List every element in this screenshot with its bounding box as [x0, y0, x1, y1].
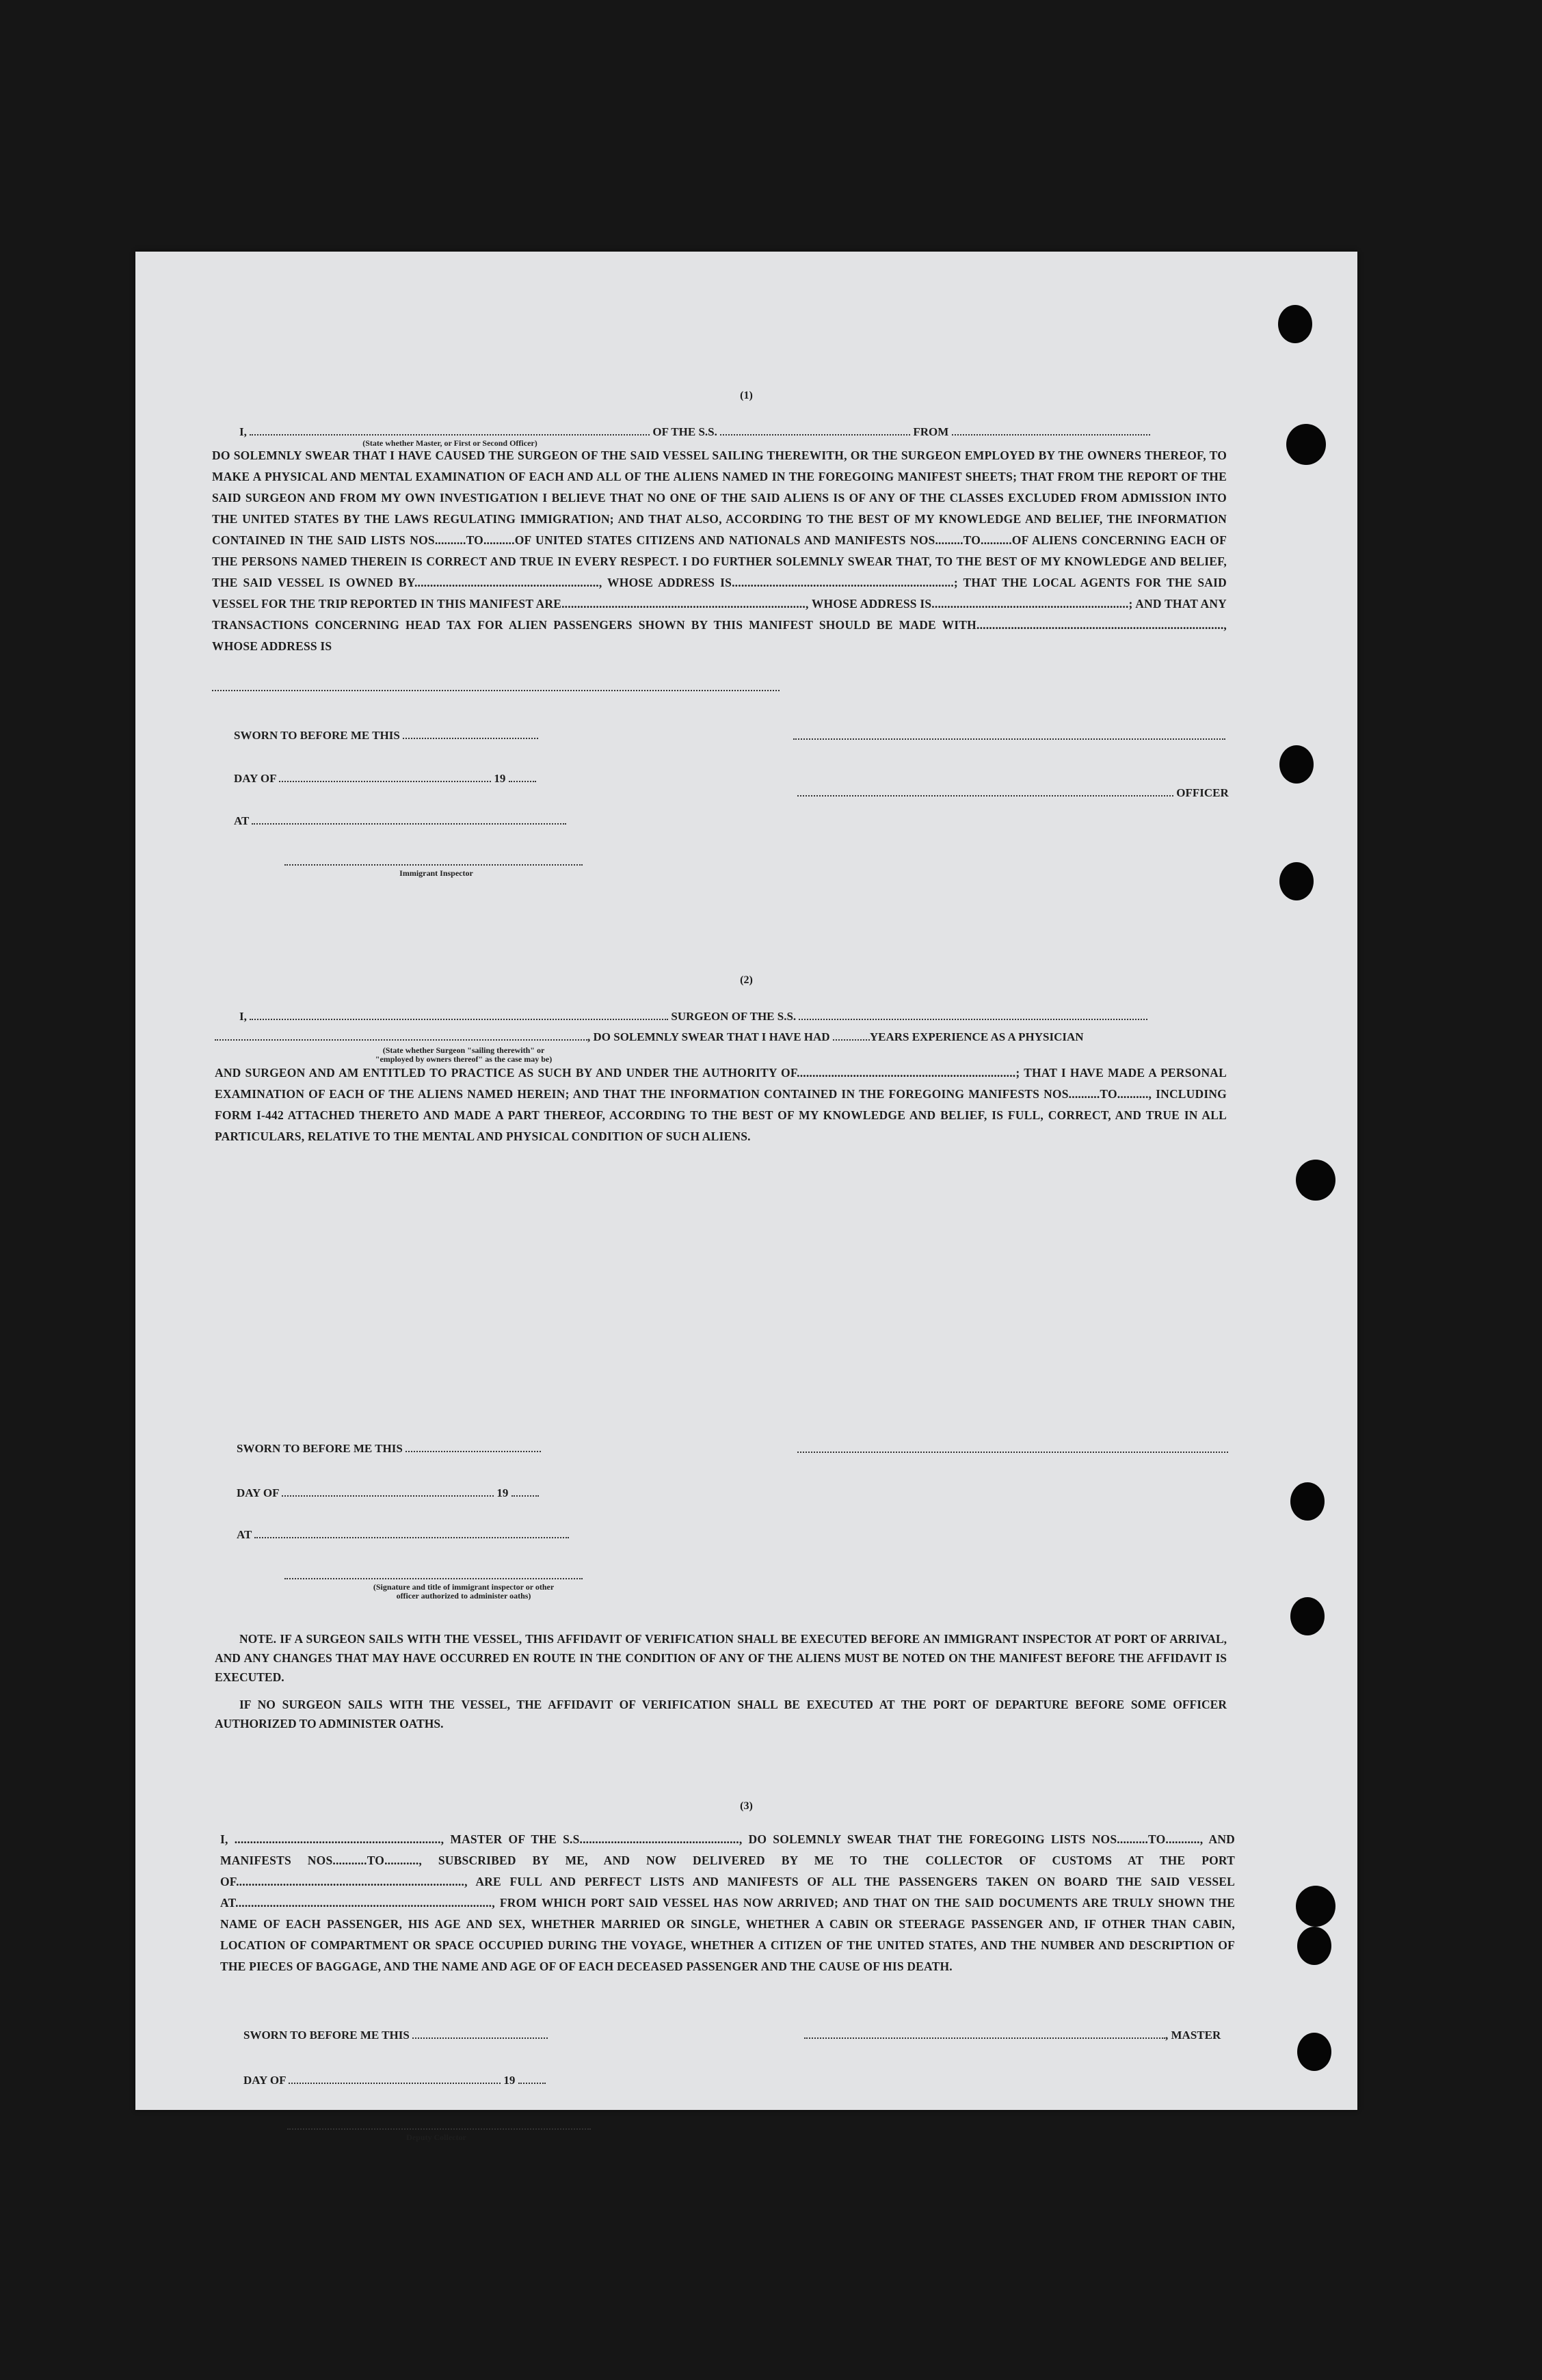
section-1-signature-line [793, 738, 1225, 740]
inspector-caption: Immigrant Inspector [399, 868, 473, 878]
section-2-number: (2) [740, 974, 753, 986]
punch-hole [1290, 1482, 1325, 1521]
section-2-first-line: I, SURGEON OF THE S.S. [239, 1009, 1227, 1024]
section-3-day-line: DAY OF 19 [243, 2073, 546, 2087]
punch-hole [1296, 1886, 1335, 1927]
punch-hole [1297, 1927, 1331, 1965]
surgeon-note [215, 1629, 1227, 1741]
punch-hole [1286, 424, 1326, 465]
section-1-first-line: I, OF THE S.S. FROM [239, 425, 1227, 439]
section-2-oath-text: AND SURGEON AND AM ENTITLED TO PRACTICE AS SUCH BY AND UNDER THE AUTHORITY OF......................................................................; THAT I HAVE MADE A PERSONAL EXAMINATION OF EACH OF THE ALIENS NAMED HEREIN; AND THAT THE INFORMATION CONTAINED IN THE FOREGOING MANIFESTS NOS..........TO.........., INCLUDING FORM I-442 ATTACHED THERETO AND MADE A PART THEREOF, ACCORDING TO THE BEST OF MY KNOWLEDGE AND BELIEF, IS FULL, CORRECT, AND TRUE IN ALL PARTICULARS, RELATIVE TO THE MENTAL AND PHYSICAL CONDITION OF SUCH ALIENS. [215, 1066, 1227, 1143]
section-1-at-line: AT [234, 814, 566, 828]
note-paragraph-1: NOTE. IF A SURGEON SAILS WITH THE VESSEL, THIS AFFIDAVIT OF VERIFICATION SHALL BE EXECUTED BEFORE AN IMMIGRANT INSPECTOR AT PORT OF ARRIVAL, AND ANY CHANGES THAT MAY HAVE OCCURRED EN ROUTE IN THE CONDITION OF ANY OF THE ALIENS MUST BE NOTED ON THE MANIFEST BEFORE THE AFFIDAVIT IS EXECUTED. [215, 1632, 1227, 1684]
note-paragraph-2: IF NO SURGEON SAILS WITH THE VESSEL, THE AFFIDAVIT OF VERIFICATION SHALL BE EXECUTED AT THE PORT OF DEPARTURE BEFORE SOME OFFICER AUTHORIZED TO ADMINISTER OATHS. [215, 1698, 1227, 1730]
section-2-signature-line [797, 1452, 1228, 1453]
section-1-day-line: DAY OF 19 [234, 771, 536, 786]
punch-hole [1278, 305, 1312, 343]
section-2-second-line: , DO SOLEMNLY SWEAR THAT I HAVE HAD YEARS EXPERIENCE AS A PHYSICIAN [215, 1030, 1084, 1044]
section-2-day-line: DAY OF 19 [237, 1486, 539, 1500]
section-1-officer-line: OFFICER [797, 786, 1229, 800]
punch-hole [1290, 1597, 1325, 1635]
punch-hole [1279, 745, 1314, 784]
section-3-sworn-line: SWORN TO BEFORE ME THIS [243, 2028, 548, 2042]
surgeon-caption: (State whether Surgeon "sailing therewith" or "employed by owners thereof" as the case may be) [375, 1045, 553, 1064]
section-1-sworn-line: SWORN TO BEFORE ME THIS [234, 728, 538, 743]
punch-hole [1297, 2033, 1331, 2071]
section-2-at-line: AT [237, 1527, 569, 1542]
master-caption: (State whether Master, or First or Second Officer) [362, 438, 537, 448]
inspector-signature-caption: (Signature and title of immigrant inspector or other officer authorized to administer oaths) [373, 1582, 555, 1601]
form-page [135, 252, 1357, 2142]
section-1-oath-text: DO SOLEMNLY SWEAR THAT I HAVE CAUSED THE SURGEON OF THE SAID VESSEL SAILING THEREWITH, OR THE SURGEON EMPLOYED BY THE OWNERS THEREOF, TO MAKE A PHYSICAL AND MENTAL EXAMINATION OF EACH AND ALL OF THE ALIENS NAMED IN THE FOREGOING MANIFEST SHEETS; THAT FROM THE REPORT OF THE SAID SURGEON AND FROM MY OWN INVESTIGATION I BELIEVE THAT NO ONE OF THE SAID ALIENS IS OF ANY OF THE CLASSES EXCLUDED FROM ADMISSION INTO THE UNITED STATES BY THE LAWS REGULATING IMMIGRATION; AND THAT ALSO, ACCORDING TO THE BEST OF MY KNOWLEDGE AND BELIEF, THE INFORMATION CONTAINED IN THE SAID LISTS NOS..........TO..........OF UNITED STATES CITIZENS AND NATIONALS AND MANIFESTS NOS.........TO..........OF ALIENS CONCERNING EACH OF THE PERSONS NAMED THEREIN IS CORRECT AND TRUE IN EVERY RESPECT. I DO FURTHER SOLEMNLY SWEAR THAT, TO THE BEST OF MY KNOWLEDGE AND BELIEF, THE SAID VESSEL IS OWNED BY..........................................................., WHOSE ADDRESS IS.......................................................................; THAT THE LOCAL AGENTS FOR THE SAID VESSEL FOR THE TRIP REPORTED IN THIS MANIFEST ARE.............................................................................., WHOSE ADDRESS IS...............................................................; AND THAT ANY TRANSACTIONS CONCERNING HEAD TAX FOR ALIEN PASSENGERS SHOWN BY THIS MANIFEST SHOULD BE MADE WITH..............................................................................., WHOSE ADDRESS IS [212, 449, 1227, 653]
deputy-collector-caption: Deputy Collector [406, 2132, 466, 2142]
punch-hole [1296, 1160, 1335, 1201]
section-3-oath-text: I, .................................................................., MASTER OF THE S.S..................................................., DO SOLEMNLY SWEAR THAT THE FOREGOING LISTS NOS..........TO..........., AND MANIFESTS NOS...........TO..........., SUBSCRIBED BY ME, AND NOW DELIVERED BY ME TO THE COLLECTOR OF CUSTOMS AT THE PORT OF........................................................................., ARE FULL AND PERFECT LISTS AND MANIFESTS OF ALL THE PASSENGERS TAKEN ON BOARD THE SAID VESSEL AT.................................................................................., FROM WHICH PORT SAID VESSEL HAS NOW ARRIVED; AND THAT ON THE SAID DOCUMENTS ARE TRULY SHOWN THE NAME OF EACH PASSENGER, HIS AGE AND SEX, WHETHER MARRIED OR SINGLE, WHETHER A CABIN OR STEERAGE PASSENGER AND, IF OTHER THAN CABIN, LOCATION OF COMPARTMENT OR SPACE OCCUPIED DURING THE VOYAGE, WHETHER A CITIZEN OF THE UNITED STATES, AND THE NUMBER AND DESCRIPTION OF THE PIECES OF BAGGAGE, AND THE NAME AND AGE OF OF EACH DECEASED PASSENGER AND THE CAUSE OF HIS DEATH. [220, 1832, 1235, 1973]
section-3-master-line: , MASTER [804, 2028, 1221, 2042]
section-1-number: (1) [740, 390, 753, 401]
section-2-sworn-line: SWORN TO BEFORE ME THIS [237, 1441, 541, 1456]
punch-hole [1279, 862, 1314, 900]
section-3-number: (3) [740, 1800, 753, 1812]
